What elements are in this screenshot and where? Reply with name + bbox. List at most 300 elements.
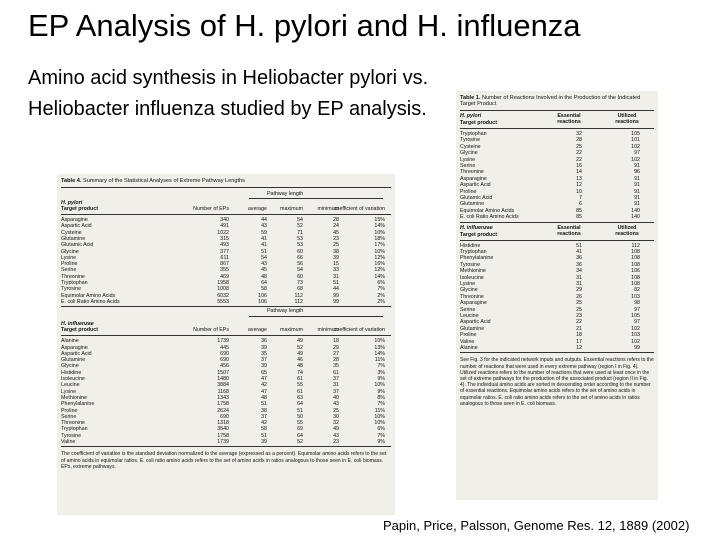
table-cell: 2624 xyxy=(217,407,229,414)
table-cell: 3884 xyxy=(217,382,229,389)
table-cell: Glutamic Acid xyxy=(61,242,94,249)
table-cell: Glutamic Acid xyxy=(460,195,493,201)
pathway-length-label: Pathway length xyxy=(267,191,304,197)
table-cell: 55 xyxy=(297,420,303,427)
table-cell: 16 xyxy=(576,163,582,169)
table-cell: 97 xyxy=(634,150,640,157)
table-cell: 26 xyxy=(576,293,582,300)
table-cell: 61 xyxy=(297,376,303,382)
column-header: Target product xyxy=(61,327,98,334)
table-1-caption-text: Number of Reactions Involved in the Production of the Indicated Target Product xyxy=(460,95,641,108)
table-cell: 43 xyxy=(261,261,267,268)
table-cell: 48 xyxy=(261,273,267,280)
table-1-caption-label: Table 1. xyxy=(460,95,481,101)
table-cell: 59 xyxy=(261,229,267,236)
table-cell: 41 xyxy=(261,242,267,249)
table-cell: 60 xyxy=(297,248,303,255)
table-cell: 32 xyxy=(333,420,339,427)
table-cell: 1958 xyxy=(217,280,229,286)
table-cell: 30 xyxy=(333,413,339,420)
table-cell: 58 xyxy=(261,426,267,433)
table-cell: Methionine xyxy=(460,268,486,275)
table-cell: 33 xyxy=(333,267,339,274)
table-cell: 37 xyxy=(261,357,267,364)
table-cell: E. coli Ratio Amino Acids xyxy=(61,298,120,305)
table-cell: 48 xyxy=(261,394,267,401)
table-rule xyxy=(460,222,654,223)
table-cell: 47 xyxy=(261,388,267,395)
table-cell: 36 xyxy=(576,255,582,262)
table-cell: 37 xyxy=(333,388,339,395)
column-header: Utilized reactions xyxy=(615,224,639,237)
table-cell: Leucine xyxy=(61,382,80,389)
table-cell: 23 xyxy=(333,439,339,445)
table-rule xyxy=(249,198,383,199)
table-cell: 39 xyxy=(261,363,267,370)
table-cell: 2% xyxy=(377,292,385,299)
table-cell: 3540 xyxy=(217,426,229,433)
table-cell: Tryptophan xyxy=(460,131,487,137)
table-cell: 469 xyxy=(220,273,229,280)
column-header: coefficient of variation xyxy=(333,206,385,212)
table-rule xyxy=(460,128,654,129)
table-cell: Threonine xyxy=(61,420,85,427)
table-cell: 31 xyxy=(576,281,582,287)
table-cell: 2% xyxy=(377,298,385,305)
table-cell: 31 xyxy=(576,274,582,281)
table-cell: Valine xyxy=(460,338,475,345)
table-cell: 61 xyxy=(333,369,339,376)
table-cell: 29 xyxy=(576,287,582,294)
table-cell: 54 xyxy=(297,217,303,223)
table-cell: 21 xyxy=(576,325,582,332)
table-cell: Glutamine xyxy=(460,325,485,332)
table-cell: 867 xyxy=(220,261,229,268)
table-1-caption xyxy=(460,95,654,108)
table-cell: 38 xyxy=(261,407,267,414)
table-cell: 108 xyxy=(631,249,640,255)
table-cell: 32 xyxy=(576,131,582,137)
table-rule xyxy=(61,335,391,336)
table-cell: 91 xyxy=(634,188,640,195)
table-cell: 13 xyxy=(576,175,582,182)
table-cell: 140 xyxy=(631,207,640,214)
table-cell: 3% xyxy=(377,369,385,376)
table-cell: 51 xyxy=(261,401,267,408)
table-cell: Glutamine xyxy=(460,201,485,208)
organism-label: H. pylori xyxy=(460,113,482,119)
pathway-length-label: Pathway length xyxy=(267,308,304,315)
table-cell: 6% xyxy=(377,280,385,286)
table-cell: 12 xyxy=(576,182,582,189)
table-cell: 52 xyxy=(297,439,303,445)
table-cell: 85 xyxy=(576,207,582,214)
table-cell: 49 xyxy=(297,338,303,345)
table-cell: Aspartic Acid xyxy=(460,319,491,326)
table-cell: 7% xyxy=(377,432,385,439)
citation: Papin, Price, Palsson, Genome Res. 12, 1889 (2002) xyxy=(383,518,690,533)
table-cell: Asparagine xyxy=(61,344,88,351)
table-cell: 102 xyxy=(631,156,640,163)
table-cell: Methionine xyxy=(61,394,87,401)
table-cell: 18 xyxy=(333,338,339,345)
table-rule xyxy=(460,240,654,241)
table-cell: Lysine xyxy=(61,388,77,395)
column-header: Target product xyxy=(460,231,497,238)
table-cell: 445 xyxy=(220,344,229,351)
table-cell: 97 xyxy=(634,306,640,313)
table-cell: 51 xyxy=(261,248,267,255)
table-cell: 18% xyxy=(374,235,385,242)
column-header: average xyxy=(247,206,267,212)
table-cell: 25 xyxy=(333,242,339,249)
table-cell: 491 xyxy=(220,223,229,230)
table-cell: 37 xyxy=(333,376,339,382)
table-cell: 91 xyxy=(634,175,640,182)
column-header: minimum xyxy=(317,327,339,334)
column-header: Essential reactions xyxy=(557,113,581,126)
table-cell: 27 xyxy=(333,350,339,357)
table-cell: Phenylalanine xyxy=(61,401,95,408)
table-cell: 69 xyxy=(297,426,303,433)
table-cell: 35 xyxy=(261,350,267,357)
table-cell: 108 xyxy=(631,274,640,281)
table-cell: 39 xyxy=(333,254,339,261)
table-cell: Valine xyxy=(61,439,76,445)
table-cell: Serine xyxy=(61,413,77,420)
table-cell: 355 xyxy=(220,267,229,274)
table-cell: Alanine xyxy=(460,345,478,351)
table-cell: 106 xyxy=(631,268,640,275)
table-cell: 17 xyxy=(576,338,582,345)
table-cell: 71 xyxy=(297,229,303,236)
table-cell: 28 xyxy=(576,137,582,144)
table-cell: 456 xyxy=(220,363,229,370)
table-cell: 690 xyxy=(220,413,229,420)
table-cell: Serine xyxy=(460,163,476,169)
table-cell: Serine xyxy=(61,267,77,274)
table-cell: 108 xyxy=(631,281,640,287)
organism-label: H. influenzae xyxy=(61,321,94,328)
table-cell: 7 xyxy=(579,195,582,201)
table-cell: 96 xyxy=(634,169,640,176)
table-cell: 28 xyxy=(333,357,339,364)
table-cell: 11% xyxy=(374,407,385,414)
table-cell: Aspartic Acid xyxy=(61,350,92,357)
table-cell: 6032 xyxy=(217,292,229,299)
table-cell: 14% xyxy=(374,223,385,230)
table-cell: Glycine xyxy=(61,363,79,370)
table-cell: Threonine xyxy=(460,169,484,176)
table-cell: 63 xyxy=(297,394,303,401)
table-rule xyxy=(61,187,391,188)
table-cell: Threonine xyxy=(61,273,85,280)
table-cell: Histidine xyxy=(460,242,481,249)
table-cell: 91 xyxy=(634,163,640,169)
table-cell: 7% xyxy=(377,286,385,293)
table-4-image xyxy=(57,174,395,515)
table-cell: Glycine xyxy=(460,150,478,157)
table-cell: 1008 xyxy=(217,286,229,293)
column-header: maximum xyxy=(280,327,303,334)
table-cell: 42 xyxy=(261,382,267,389)
table-cell: 58 xyxy=(261,286,267,293)
table-cell: 36 xyxy=(576,261,582,268)
table-cell: 53 xyxy=(297,235,303,242)
table-cell: 66 xyxy=(297,254,303,261)
table-cell: 53 xyxy=(297,242,303,249)
table-cell: 54 xyxy=(261,254,267,261)
table-cell: 140 xyxy=(631,214,640,221)
table-cell: 37 xyxy=(261,413,267,420)
table-cell: Asparagine xyxy=(460,175,487,182)
table-cell: 34 xyxy=(576,268,582,275)
table-cell: 340 xyxy=(220,217,229,223)
table-cell: 98 xyxy=(634,300,640,307)
table-rule xyxy=(460,352,654,353)
table-cell: 7% xyxy=(377,401,385,408)
table-cell: 41 xyxy=(576,249,582,255)
table-cell: 23 xyxy=(576,313,582,319)
table-cell: 9% xyxy=(377,388,385,395)
table-cell: 51 xyxy=(333,280,339,286)
table-cell: 65 xyxy=(261,369,267,376)
table-cell: Cysteine xyxy=(460,143,481,150)
table-cell: Glutamine xyxy=(61,357,86,364)
table-4-caption xyxy=(61,178,245,184)
table-cell: 82 xyxy=(634,287,640,294)
table-cell: Cysteine xyxy=(61,229,82,236)
table-cell: 47 xyxy=(261,376,267,382)
table-cell: Tyrosine xyxy=(61,432,82,439)
table-cell: Lysine xyxy=(61,254,77,261)
table-cell: 61 xyxy=(297,388,303,395)
table-rule xyxy=(61,446,391,447)
table-cell: 91 xyxy=(634,182,640,189)
table-1-image xyxy=(456,91,658,500)
table-cell: 22 xyxy=(576,319,582,326)
table-cell: Asparagine xyxy=(61,217,88,223)
table-cell: 10% xyxy=(374,420,385,427)
table-cell: 690 xyxy=(220,357,229,364)
table-cell: 10% xyxy=(374,229,385,236)
table-cell: 43 xyxy=(261,223,267,230)
table-cell: 315 xyxy=(220,235,229,242)
table-cell: 31 xyxy=(333,382,339,389)
table-cell: Proline xyxy=(61,261,78,268)
slide-title: EP Analysis of H. pylori and H. influenza xyxy=(28,8,581,43)
table-cell: Isoleucine xyxy=(460,274,484,281)
table-cell: Histidine xyxy=(61,369,82,376)
table-cell: 44 xyxy=(261,217,267,223)
table-rule xyxy=(61,306,391,307)
table-cell: 54 xyxy=(297,267,303,274)
table-cell: Equimolar Amino Acids xyxy=(460,207,515,214)
table-cell: 10% xyxy=(374,248,385,255)
table-cell: 39 xyxy=(261,344,267,351)
table-cell: 1168 xyxy=(217,388,229,395)
table-1-footnote: See Fig. 3 for the indicated network inputs and outputs. Essential reactions refers to the number of reactions that were used in every extreme pathway (region I in Fig. 4). Utilized reactions refers to the number of reactions that were used at least once in the set of extreme pathways for the production of the associated product (region II in Fig. 4). The individual amino acids are sorted in descending order according to the number of essential reactions. Equimolar amino acids refers to the set of amino acids in equimolar ratios. E. coli ratio amino acids refers to the set of amino acids in ratios analogous to those seen in E. coli biomass. xyxy=(460,357,654,407)
table-cell: Proline xyxy=(460,188,477,195)
table-cell: Lysine xyxy=(460,156,476,163)
table-cell: 12% xyxy=(374,254,385,261)
table-cell: 48 xyxy=(297,363,303,370)
table-cell: 10% xyxy=(374,413,385,420)
table-cell: Aspartic Acid xyxy=(61,223,92,230)
table-cell: Tyrosine xyxy=(460,261,481,268)
table-rule xyxy=(460,110,654,111)
table-cell: 25 xyxy=(576,300,582,307)
table-cell: 40 xyxy=(333,394,339,401)
table-cell: 15 xyxy=(333,261,339,268)
table-cell: 55 xyxy=(297,382,303,389)
organism-label: H. influenzae xyxy=(460,224,493,231)
table-cell: 52 xyxy=(297,344,303,351)
table-rule xyxy=(249,316,383,317)
table-cell: 25 xyxy=(576,143,582,150)
table-cell: 68 xyxy=(297,286,303,293)
column-header: minimum xyxy=(317,206,339,212)
table-cell: 9% xyxy=(377,376,385,382)
table-cell: 690 xyxy=(220,350,229,357)
table-cell: 91 xyxy=(634,195,640,201)
table-cell: 43 xyxy=(333,401,339,408)
table-cell: 64 xyxy=(261,280,267,286)
table-cell: 101 xyxy=(631,137,640,144)
table-cell: 99 xyxy=(634,345,640,351)
table-cell: 14 xyxy=(576,169,582,176)
table-cell: 99 xyxy=(333,292,339,299)
table-cell: 9% xyxy=(377,439,385,445)
table-cell: 611 xyxy=(220,254,229,261)
table-cell: 43 xyxy=(333,432,339,439)
table-4-caption-label: Table 4. xyxy=(61,178,82,184)
table-cell: E. coli Ratio Amino Acids xyxy=(460,214,519,221)
table-cell: Tryptophan xyxy=(460,249,487,255)
table-cell: 49 xyxy=(333,426,339,433)
table-cell: 377 xyxy=(220,248,229,255)
column-header: Target product xyxy=(460,120,497,126)
table-cell: 1739 xyxy=(217,338,229,345)
table-cell: Leucine xyxy=(460,313,479,319)
table-cell: 25 xyxy=(333,407,339,414)
table-cell: 1507 xyxy=(217,369,229,376)
table-cell: 56 xyxy=(297,261,303,268)
table-cell: 60 xyxy=(297,273,303,280)
column-header: Essential reactions xyxy=(557,224,581,237)
table-cell: 10% xyxy=(374,382,385,389)
table-cell: 12 xyxy=(576,345,582,351)
table-cell: 108 xyxy=(631,261,640,268)
table-cell: 14% xyxy=(374,350,385,357)
table-cell: 46 xyxy=(297,357,303,364)
table-cell: Phenylalanine xyxy=(460,255,494,262)
table-cell: 35 xyxy=(333,363,339,370)
table-cell: Proline xyxy=(61,407,78,414)
column-header: maximum xyxy=(280,206,303,212)
table-cell: 91 xyxy=(634,201,640,208)
table-cell: 1022 xyxy=(217,229,229,236)
table-cell: 108 xyxy=(631,255,640,262)
table-cell: 105 xyxy=(631,131,640,137)
table-cell: 73 xyxy=(297,280,303,286)
table-cell: 10 xyxy=(576,188,582,195)
table-cell: 112 xyxy=(631,242,640,249)
table-cell: 105 xyxy=(631,313,640,319)
table-cell: Aspartic Acid xyxy=(460,182,491,189)
table-cell: 1343 xyxy=(217,394,229,401)
table-cell: 64 xyxy=(297,401,303,408)
table-cell: Tyrosine xyxy=(460,137,481,144)
table-cell: 31 xyxy=(333,273,339,280)
table-cell: Threonine xyxy=(460,293,484,300)
column-header: average xyxy=(247,327,267,334)
table-cell: 64 xyxy=(297,432,303,439)
table-cell: 8% xyxy=(377,394,385,401)
slide-body-text: Amino acid synthesis in Heliobacter pylori vs. Heliobacter influenza studied by EP analysis. xyxy=(28,67,429,120)
organism-label: H. pylori xyxy=(61,200,83,206)
table-cell: 45 xyxy=(261,267,267,274)
table-cell: 493 xyxy=(220,242,229,249)
table-cell: Serine xyxy=(460,306,476,313)
table-cell: Isoleucine xyxy=(61,376,85,382)
table-cell: 99 xyxy=(333,298,339,305)
table-cell: Glycine xyxy=(460,287,478,294)
table-cell: Lysine xyxy=(460,281,476,287)
table-cell: Glycine xyxy=(61,248,79,255)
table-cell: 49 xyxy=(297,350,303,357)
table-cell: 1739 xyxy=(217,439,229,445)
table-cell: 24 xyxy=(333,223,339,230)
table-cell: 25 xyxy=(576,306,582,313)
column-header: coefficient of variation xyxy=(333,327,385,334)
table-cell: 102 xyxy=(631,143,640,150)
table-cell: 10% xyxy=(374,338,385,345)
table-4-footnote: The coefficient of variation is the standard deviation normalized to the average (expressed as a percent). Equimolar amino acids refers to the set of amino acids in equimolar ratios. E. coli ratio amino acids refers to the set of amino acids in ratios analogous to those seen in E. coli biomass. EPs, extreme pathways. xyxy=(61,451,387,471)
table-cell: Tyrosine xyxy=(61,286,82,293)
table-cell: 36 xyxy=(261,338,267,345)
table-cell: 52 xyxy=(297,223,303,230)
table-cell: 51 xyxy=(261,432,267,439)
table-cell: 106 xyxy=(258,292,267,299)
table-cell: 14% xyxy=(374,273,385,280)
table-4-caption-text: Summary of the Statistical Analyses of Extreme Pathway Lengths xyxy=(82,178,245,184)
table-cell: 102 xyxy=(631,325,640,332)
table-rule xyxy=(61,214,391,215)
table-cell: 6% xyxy=(377,426,385,433)
column-header: Number of EPs xyxy=(193,327,229,334)
table-cell: 7% xyxy=(377,363,385,370)
table-cell: 16% xyxy=(374,261,385,268)
table-cell: 13% xyxy=(374,344,385,351)
table-cell: Equimolar Amino Acids xyxy=(61,292,116,299)
table-cell: 1480 xyxy=(217,376,229,382)
table-cell: Alanine xyxy=(61,338,79,345)
table-cell: 50 xyxy=(297,413,303,420)
table-cell: 45 xyxy=(333,229,339,236)
table-cell: 6 xyxy=(579,201,582,208)
table-cell: 5553 xyxy=(217,298,229,305)
table-cell: 74 xyxy=(297,369,303,376)
table-cell: 51 xyxy=(576,242,582,249)
table-cell: 85 xyxy=(576,214,582,221)
table-cell: 41 xyxy=(261,235,267,242)
table-cell: 102 xyxy=(631,338,640,345)
table-cell: Glutamine xyxy=(61,235,86,242)
table-cell: 18 xyxy=(576,332,582,339)
table-cell: 23 xyxy=(333,235,339,242)
table-cell: 51 xyxy=(297,407,303,414)
